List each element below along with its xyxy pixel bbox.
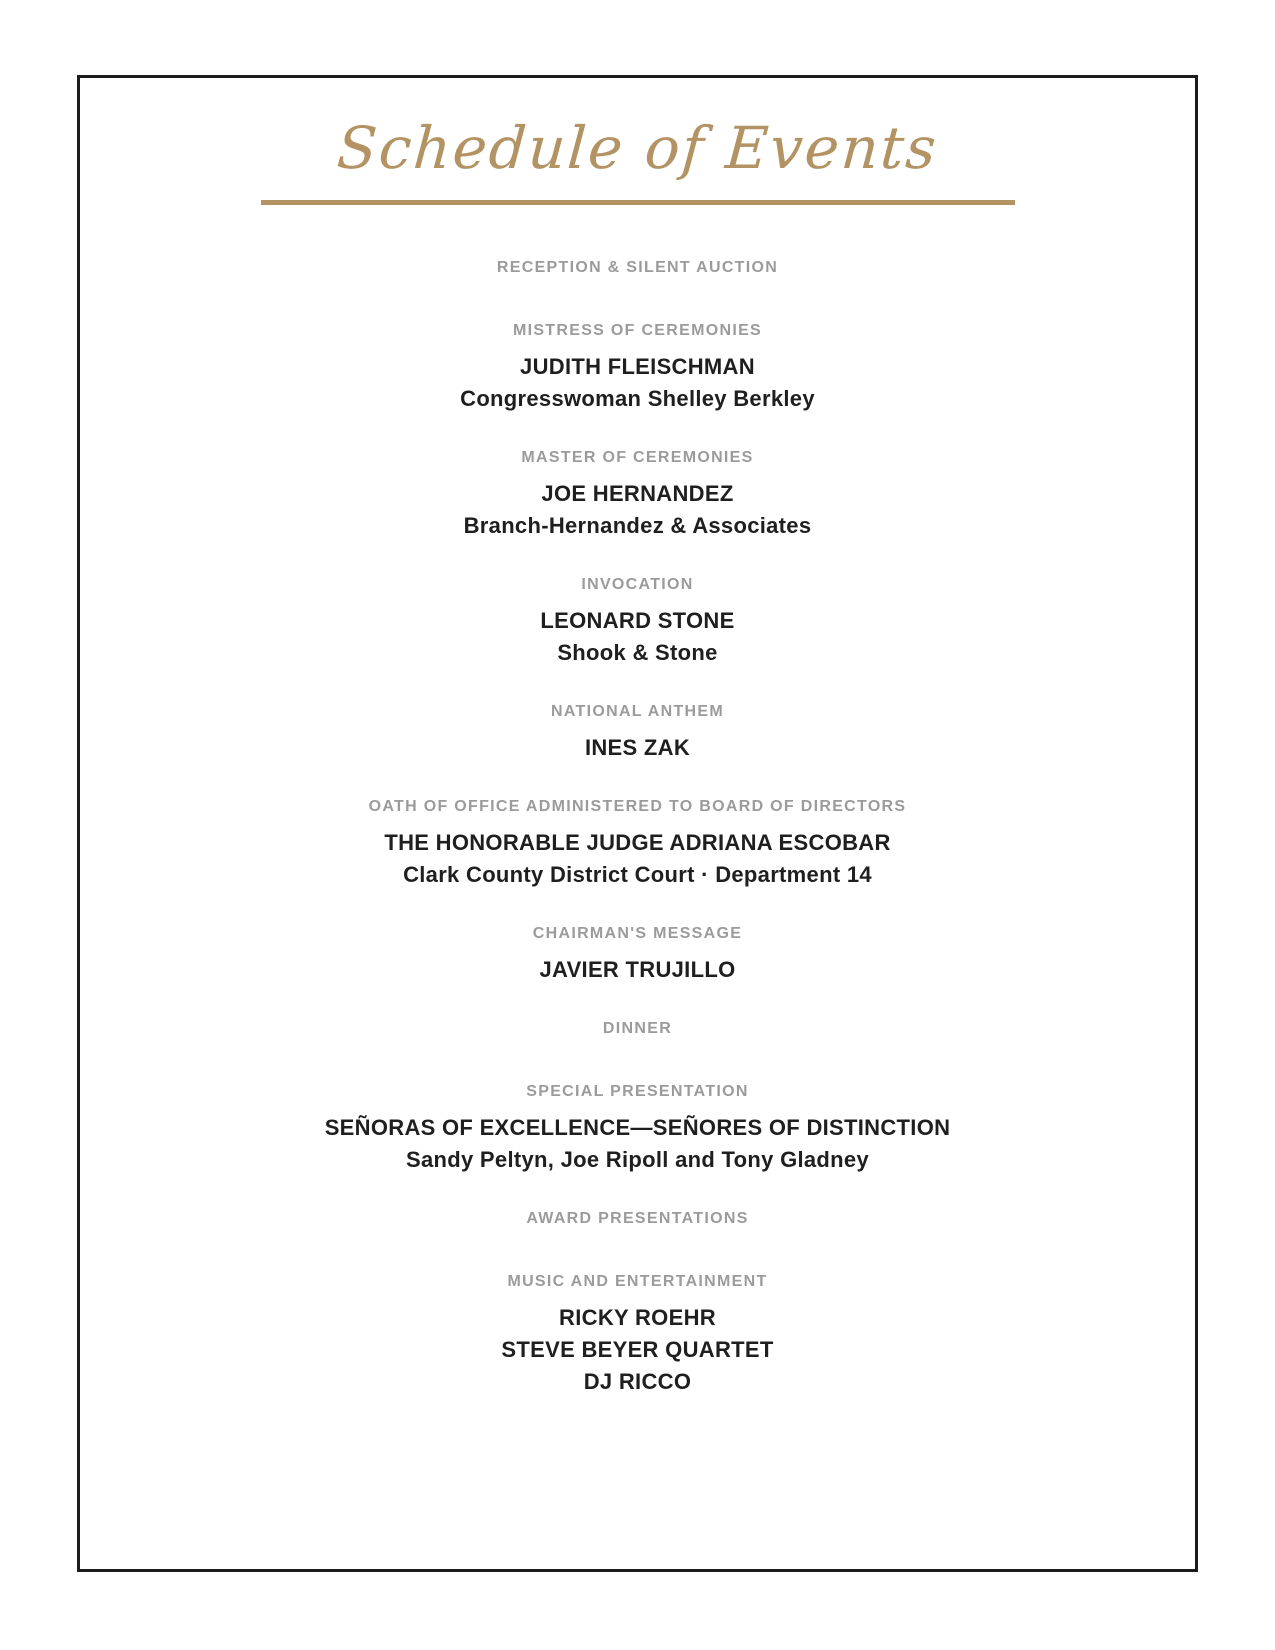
section-header: OATH OF OFFICE ADMINISTERED TO BOARD OF DIRECTORS: [368, 798, 907, 815]
affiliation-line: Congresswoman Shelley Berkley: [460, 386, 815, 411]
presenters-line: Sandy Peltyn, Joe Ripoll and Tony Gladney: [406, 1147, 869, 1172]
title-divider: [261, 200, 1015, 205]
affiliation-line: Branch-Hernandez & Associates: [463, 513, 812, 538]
performer-name: STEVE BEYER QUARTET: [501, 1337, 774, 1362]
person-name: JUDITH FLEISCHMAN: [520, 354, 755, 379]
section-header: MASTER OF CEREMONIES: [521, 449, 754, 466]
affiliation-line: Clark County District Court · Department 14: [403, 862, 872, 887]
person-name: LEONARD STONE: [540, 608, 735, 633]
section-header: DINNER: [602, 1020, 673, 1037]
section-header: NATIONAL ANTHEM: [551, 703, 724, 720]
section-header: MISTRESS OF CEREMONIES: [512, 322, 763, 339]
section-oath-of-office: [77, 798, 1198, 891]
section-chairmans-message: [77, 925, 1198, 986]
section-national-anthem: [77, 703, 1198, 764]
section-header: CHAIRMAN'S MESSAGE: [532, 925, 743, 942]
section-special-presentation: [77, 1083, 1198, 1176]
section-dinner: [77, 1020, 1198, 1037]
section-award-presentations: [77, 1210, 1198, 1227]
section-mistress-of-ceremonies: [77, 322, 1198, 415]
section-music-entertainment: [77, 1273, 1198, 1398]
performer-name: RICKY ROEHR: [559, 1305, 716, 1330]
section-header: INVOCATION: [581, 576, 694, 593]
page-title: Schedule of Events: [334, 114, 941, 182]
section-header: SPECIAL PRESENTATION: [526, 1083, 749, 1100]
affiliation-line: Shook & Stone: [557, 640, 718, 665]
page-content: [77, 78, 1198, 1432]
section-header: MUSIC AND ENTERTAINMENT: [507, 1273, 768, 1290]
section-invocation: [77, 576, 1198, 669]
section-master-of-ceremonies: [77, 449, 1198, 542]
schedule-list: [77, 259, 1198, 1398]
section-header: RECEPTION & SILENT AUCTION: [496, 259, 779, 276]
performer-name: DJ RICCO: [583, 1369, 692, 1394]
section-reception: [77, 259, 1198, 276]
section-header: AWARD PRESENTATIONS: [526, 1210, 749, 1227]
person-name: INES ZAK: [584, 735, 691, 760]
presentation-title: SEÑORAS OF EXCELLENCE—SEÑORES OF DISTINCTION: [324, 1115, 951, 1140]
person-name: JOE HERNANDEZ: [541, 481, 734, 506]
person-name: THE HONORABLE JUDGE ADRIANA ESCOBAR: [384, 830, 891, 855]
person-name: JAVIER TRUJILLO: [539, 957, 736, 982]
